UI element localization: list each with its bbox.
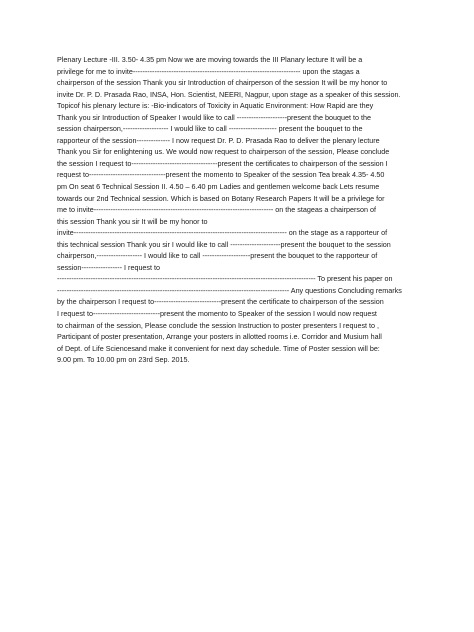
text-line: Participant of poster presentation, Arrange your posters in allotted rooms i.e. Corridor and Musium hall [57, 332, 382, 342]
text-line: invite Dr. P. D. Prasada Rao, INSA, Hon. Scientist, NEERI, Nagpur, upon stage as a speaker of this session. [57, 89, 401, 99]
text-line: towards our 2nd Technical session. Which is based on Botany Research Papers It will be a privilege for [57, 193, 385, 203]
text-line: chairperson,------------------- I would like to call --------------------present the bouquet to the rapporteur of [57, 251, 378, 261]
text-line: of Dept. of Life Sciencesand make it convenient for next day schedule. Time of Poster session will be: [57, 343, 380, 353]
text-line: by the chairperson I request to----------------------------present the certificate to chairperson of the session [57, 297, 384, 307]
text-line: this technical session Thank you sir I would like to call ---------------------present the bouquet to the session [57, 239, 391, 249]
text-line: the session I request to------------------------------------present the certificates to chairperson of the session I [57, 158, 388, 168]
text-line: this session Thank you sir It will be my honor to [57, 216, 208, 226]
text-line: Thank you Sir for enlightening us. We would now request to chairperson of the session, Please conclude [57, 147, 390, 157]
text-line: to chairman of the session, Please conclude the session Instruction to poster presenters I request to , [57, 320, 380, 330]
text-line: Plenary Lecture -III. 3.50- 4.35 pm Now we are moving towards the III Planary lecture It will be a [57, 55, 363, 64]
text-line: ------------------------------------------------------------------------------------------------------------ To present his paper on [57, 274, 393, 284]
text-line: chairperson of the session Thank you sir Introduction of chairperson of the session It will be my honor to [57, 78, 388, 88]
text-line: privilege for me to invite---------------------------------------------------------------------- upon the stagas a [57, 66, 360, 76]
text-line: pm On seat 6 Technical Session II. 4.50 – 6.40 pm Ladies and gentlemen welcome back Lets resume [57, 182, 380, 192]
text-line: Thank you sir Introduction of Speaker I would like to call ---------------------present the bouquet to the [57, 112, 371, 122]
text-line: 9.00 pm. To 10.00 pm on 23rd Sep. 2015. [57, 355, 190, 365]
text-line: session----------------- I request to [57, 262, 161, 272]
text-line: session chairperson,------------------- I would like to call -------------------- present the bouquet to the [57, 124, 363, 134]
text-line: rapporteur of the session-------------- I now request Dr. P. D. Prasada Rao to deliver the plenary lecture [57, 135, 380, 145]
text-line: ------------------------------------------------------------------------------------------------- Any questions Concluding remarks [57, 285, 402, 295]
text-line: me to invite--------------------------------------------------------------------------- on the stageas a chairperson of [57, 205, 376, 215]
text-line: invite----------------------------------------------------------------------------------------- on the stage as a rapporteur of [57, 228, 388, 238]
text-line: request to--------------------------------present the momento to Speaker of the session Tea break 4.35- 4.50 [57, 170, 385, 180]
document-body [57, 54, 433, 366]
text-line: Topicof his plenary lecture is: -Bio-indicators of Toxicity in Aquatic Environment: How Rapid are they [57, 101, 374, 111]
text-line: I request to----------------------------present the momento to Speaker of the session I would now request [57, 309, 377, 319]
